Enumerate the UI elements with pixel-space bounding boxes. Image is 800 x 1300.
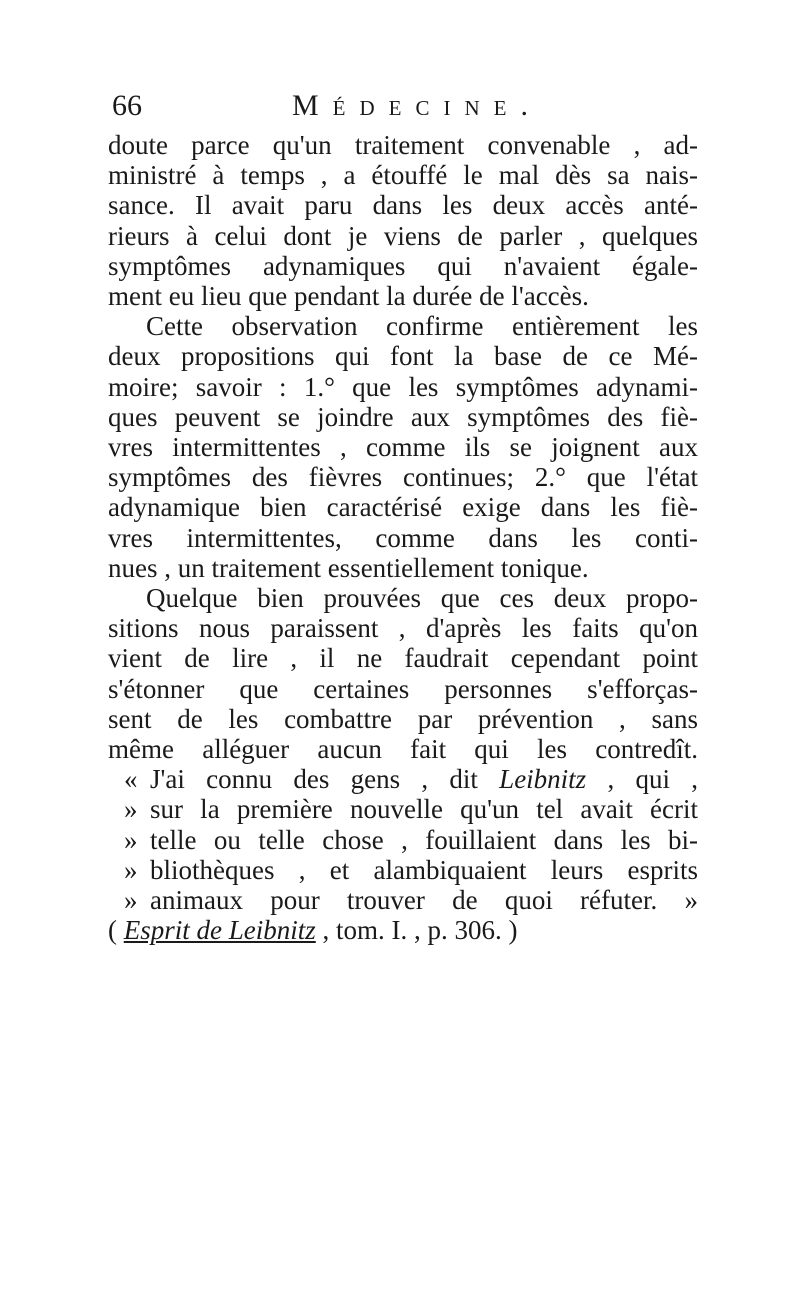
quote-mark: »	[124, 854, 138, 885]
quote-text: , qui ,	[586, 764, 698, 795]
quote-text: telle ou telle chose , fouillaient dans les bi-	[150, 824, 698, 855]
quote-line	[108, 825, 698, 855]
page-number: 66	[112, 89, 142, 122]
quoted-author: Leibnitz	[499, 764, 587, 795]
text-line: nues , un traitement essentiellement tonique.	[108, 552, 589, 583]
quotation	[108, 764, 698, 945]
text-line: ministré à temps , a étouffé le mal dès sa nais-	[108, 160, 698, 191]
quote-text: bliothèques , et alambiquaient leurs esprits	[150, 854, 698, 885]
text-line: doute parce qu'un traitement convenable , ad-	[108, 130, 698, 160]
quote-line	[108, 794, 698, 824]
text-line: rieurs à celui dont je viens de parler , quelques	[108, 220, 698, 251]
quote-line	[108, 885, 698, 915]
quote-line	[108, 855, 698, 885]
text-line: s'étonner que certaines personnes s'efforças-	[108, 673, 698, 704]
running-title: Médecine.	[292, 89, 542, 122]
quote-text: sur la première nouvelle qu'un tel avait écrit	[150, 794, 698, 825]
citation-rest: , tom. I. , p. 306. )	[315, 915, 518, 946]
text-line: vient de lire , il ne faudrait cependant point	[108, 643, 698, 674]
page-header	[108, 86, 698, 126]
text-line: même alléguer aucun fait qui les contredît.	[108, 734, 698, 765]
paragraph-1	[108, 130, 698, 311]
quote-mark: »	[124, 824, 138, 855]
quote-text: animaux pour trouver de quoi réfuter. »	[150, 885, 698, 916]
quote-mark: «	[124, 764, 138, 795]
quote-mark: »	[124, 794, 138, 825]
text-line: sent de les combattre par prévention , sans	[108, 703, 698, 734]
paragraph-3	[108, 583, 698, 764]
text-line: adynamique bien caractérisé exige dans les fiè-	[108, 492, 698, 523]
text-line: symptômes adynamiques qui n'avaient égale-	[108, 250, 698, 281]
text-line: vres intermittentes , comme ils se joignent aux	[108, 432, 698, 463]
citation	[108, 915, 698, 945]
text-line: vres intermittentes, comme dans les conti-	[108, 522, 698, 553]
text-line: deux propositions qui font la base de ce Mé-	[108, 341, 698, 372]
text-line: sance. Il avait paru dans les deux accès anté-	[108, 190, 698, 221]
text-line: Cette observation confirme entièrement les	[146, 311, 698, 342]
citation-open: (	[108, 915, 124, 946]
citation-title: Esprit de Leibnitz	[123, 915, 316, 946]
text-line: moire; savoir : 1.° que les symptômes adynami-	[108, 371, 698, 402]
body-text	[108, 130, 698, 945]
text-line: symptômes des fièvres continues; 2.° que l'état	[108, 462, 698, 493]
quote-mark: »	[124, 885, 138, 916]
paragraph-2	[108, 311, 698, 583]
quote-text: J'ai connu des gens , dit	[150, 764, 500, 795]
quote-line	[108, 764, 698, 794]
text-line: sitions nous paraissent , d'après les faits qu'on	[108, 613, 698, 644]
text-line: Quelque bien prouvées que ces deux propo-	[146, 583, 698, 614]
text-line: ques peuvent se joindre aux symptômes des fiè-	[108, 401, 698, 432]
text-line: ment eu lieu que pendant la durée de l'accès.	[108, 281, 589, 312]
